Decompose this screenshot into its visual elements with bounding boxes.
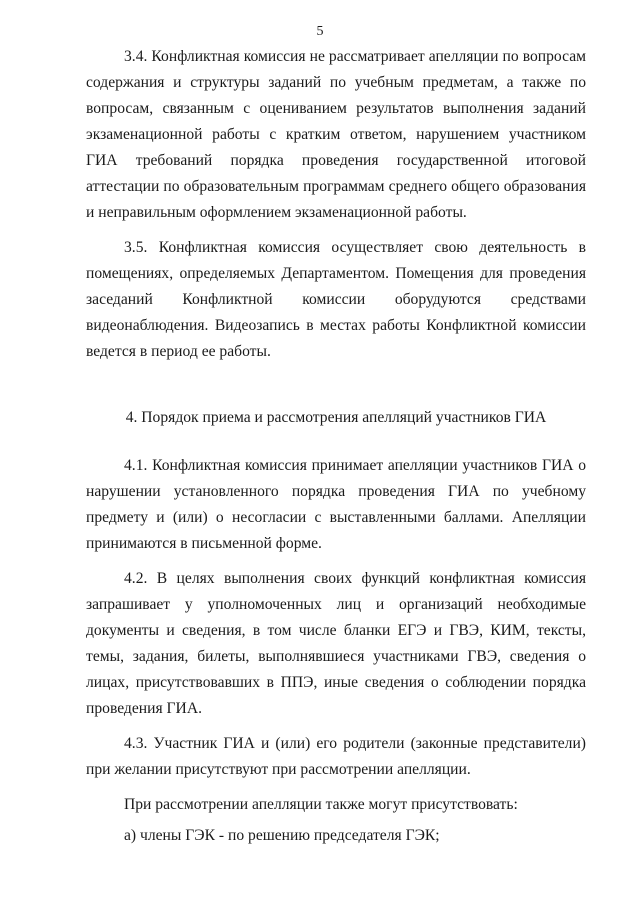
plain-line-intro: При рассмотрении апелляции также могут присутствовать: xyxy=(124,796,518,813)
paragraph-3-5: 3.5. Конфликтная комиссия осуществляет свою деятельность в помещениях, определяемых Департаментом. Помещения для проведения заседаний Конфликтной комиссии оборудуются средствами видеонаблюдения. Видеозапись в местах работы Конфликтной комиссии ведется в период ее работы. xyxy=(86,239,586,360)
plain-line-item-a: а) члены ГЭК - по решению председателя ГЭК; xyxy=(124,827,440,844)
paragraph-4-3: 4.3. Участник ГИА и (или) его родители (законные представители) при желании присутствуют при рассмотрении апелляции. xyxy=(86,735,586,778)
paragraph-4-1: 4.1. Конфликтная комиссия принимает апелляции участников ГИА о нарушении установленного порядка проведения ГИА по учебному предмету и (или) о несогласии с выставленными баллами. Апелляции принимаются в письменной форме. xyxy=(86,457,586,552)
paragraph-3-4: 3.4. Конфликтная комиссия не рассматривает апелляции по вопросам содержания и структуры заданий по учебным предметам, а также по вопросам, связанным с оцениванием результатов выполнения заданий экзаменационной работы с кратким ответом, нарушением участником ГИА требований порядка проведения государственной итоговой аттестации по образовательным программам среднего общего образования и неправильным оформлением экзаменационной работы. xyxy=(86,48,586,221)
section-heading: 4. Порядок приема и рассмотрения апелляций участников ГИА xyxy=(125,409,547,426)
document-body xyxy=(86,44,586,854)
paragraph-4-2: 4.2. В целях выполнения своих функций конфликтная комиссия запрашивает у уполномоченных лиц и организаций необходимые документы и сведения, в том числе бланки ЕГЭ и ГВЭ, КИМ, тексты, темы, задания, билеты, выполнявшиеся участниками ГВЭ, сведения о лицах, присутствовавших в ППЭ, иные сведения о соблюдении порядка проведения ГИА. xyxy=(86,570,586,717)
page-number: 5 xyxy=(316,24,324,39)
